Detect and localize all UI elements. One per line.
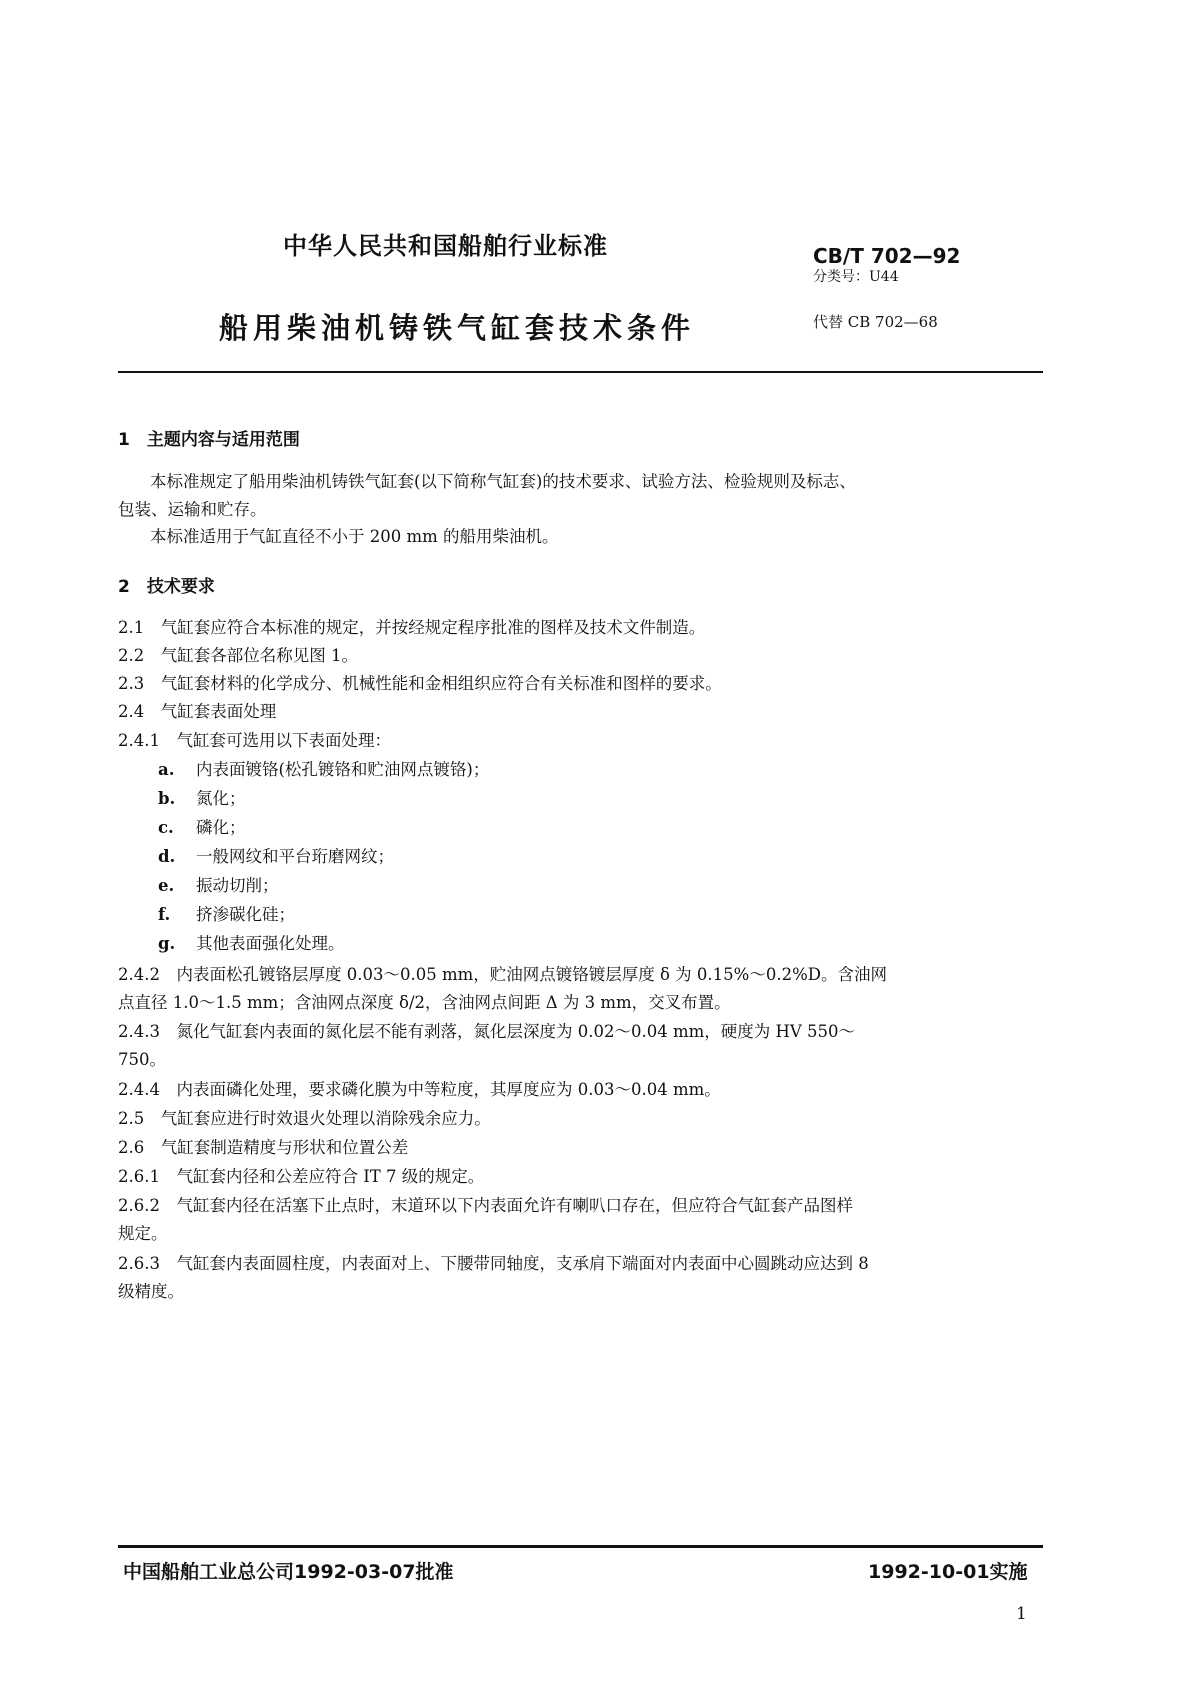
clause-2-6-2-line1: 2.6.2 气缸套内径在活塞下止点时，末道环以下内表面允许有喇叭口存在，但应符合气缸套产品图样 — [118, 1196, 853, 1215]
standard-code-text: CB/T 702—92 — [813, 244, 961, 268]
section-2-heading: 2 技术要求 — [118, 577, 215, 597]
list-item-text: 挤渗碳化硅； — [196, 905, 295, 924]
list-item-label: d. — [158, 847, 176, 866]
section-1-heading: 1 主题内容与适用范围 — [118, 430, 300, 450]
header-divider — [118, 371, 1043, 373]
list-item — [158, 905, 295, 925]
clause-2-6-3-line1: 2.6.3 气缸套内表面圆柱度，内表面对上、下腰带同轴度，支承肩下端面对内表面中心圆跳动应达到 8 — [118, 1254, 869, 1273]
replaces-standard: 代替 CB 702—68 — [813, 313, 938, 331]
clause-2-4-3-line2: 750。 — [118, 1050, 166, 1069]
standard-code — [813, 244, 960, 268]
approval-text: 中国船舶工业总公司1992-03-07批准 — [123, 1561, 454, 1583]
clause-2-6-3-line2: 级精度。 — [118, 1282, 184, 1301]
effective-date: 1992-10-01实施 — [868, 1561, 1028, 1583]
list-item-text: 其他表面强化处理。 — [196, 934, 345, 953]
clause-2-6-2-line2: 规定。 — [118, 1224, 168, 1243]
list-item — [158, 876, 279, 896]
list-item-label: b. — [158, 789, 176, 808]
list-item-label: c. — [158, 818, 174, 837]
list-item-label: e. — [158, 876, 175, 895]
clause-2-4-4: 2.4.4 内表面磷化处理，要求磷化膜为中等粒度，其厚度应为 0.03～0.04 mm。 — [118, 1080, 721, 1099]
clause-2-2: 2.2 气缸套各部位名称见图 1。 — [118, 646, 358, 665]
clause-2-4-3-line1: 2.4.3 氮化气缸套内表面的氮化层不能有剥落，氮化层深度为 0.02～0.04 mm，硬度为 HV 550～ — [118, 1022, 856, 1041]
clause-2-3: 2.3 气缸套材料的化学成分、机械性能和金相组织应符合有关标准和图样的要求。 — [118, 674, 722, 693]
list-item-text: 磷化； — [196, 818, 246, 837]
s1-paragraph-2: 本标准适用于气缸直径不小于 200 mm 的船用柴油机。 — [150, 527, 559, 546]
clause-2-4-2-line2: 点直径 1.0～1.5 mm；含油网点深度 δ/2，含油网点间距 Δ 为 3 mm，交叉布置。 — [118, 993, 731, 1012]
clause-2-4-1: 2.4.1 气缸套可选用以下表面处理： — [118, 731, 391, 750]
list-item-label: g. — [158, 934, 176, 953]
list-item — [158, 934, 345, 954]
clause-2-4: 2.4 气缸套表面处理 — [118, 702, 277, 721]
list-item — [158, 847, 394, 867]
s1-paragraph-line1: 本标准规定了船用柴油机铸铁气缸套(以下简称气缸套)的技术要求、试验方法、检验规则及标志、 — [150, 472, 856, 491]
document-title: 船用柴油机铸铁气缸套技术条件 — [219, 311, 696, 345]
list-item-label: a. — [158, 760, 175, 779]
clause-2-5: 2.5 气缸套应进行时效退火处理以消除残余应力。 — [118, 1109, 491, 1128]
list-item — [158, 760, 489, 780]
list-item-text: 内表面镀铬(松孔镀铬和贮油网点镀铬)； — [196, 760, 490, 779]
clause-2-4-2-line1: 2.4.2 内表面松孔镀铬层厚度 0.03～0.05 mm，贮油网点镀铬镀层厚度 δ 为 0.15%～0.2%D。含油网 — [118, 965, 887, 984]
list-item-text: 氮化； — [196, 789, 246, 808]
clause-2-6-1: 2.6.1 气缸套内径和公差应符合 IT 7 级的规定。 — [118, 1167, 485, 1186]
list-item-label: f. — [158, 905, 171, 924]
list-item-text: 一般网纹和平台珩磨网纹； — [196, 847, 394, 866]
list-item — [158, 789, 246, 809]
clause-2-1: 2.1 气缸套应符合本标准的规定，并按经规定程序批准的图样及技术文件制造。 — [118, 618, 706, 637]
clause-2-6: 2.6 气缸套制造精度与形状和位置公差 — [118, 1138, 409, 1157]
s1-paragraph-line2: 包装、运输和贮存。 — [118, 500, 267, 519]
footer-divider — [118, 1545, 1043, 1548]
list-item-text: 振动切削； — [196, 876, 279, 895]
org-title: 中华人民共和国船舶行业标准 — [283, 232, 608, 260]
classification-number: 分类号：U44 — [813, 269, 899, 285]
list-item — [158, 818, 246, 838]
page-number: 1 — [1016, 1604, 1027, 1624]
